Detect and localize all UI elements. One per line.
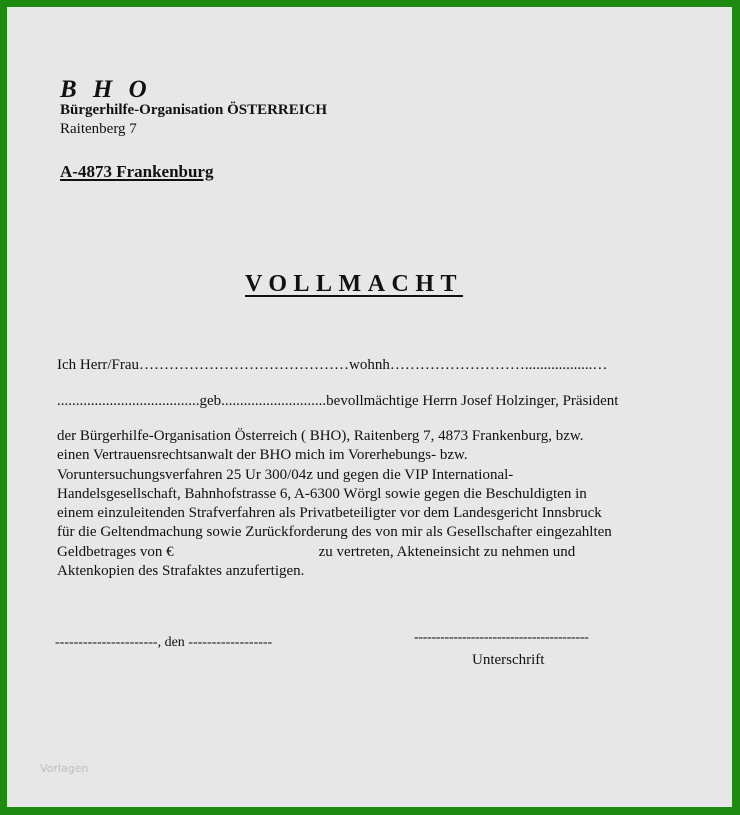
authorization-body bbox=[57, 427, 612, 581]
body-line: Aktenkopien des Strafaktes anzufertigen. bbox=[57, 563, 305, 580]
birth-line bbox=[57, 393, 618, 410]
birth-label: geb bbox=[199, 393, 222, 409]
name-address-line bbox=[57, 357, 607, 374]
amount-label: Geldbetrages von € bbox=[57, 543, 174, 560]
amount-continuation: zu vertreten, Akteneinsicht zu nehmen und bbox=[318, 543, 576, 560]
organization-name: Bürgerhilfe-Organisation ÖSTERREICH bbox=[60, 102, 328, 118]
amount-line bbox=[57, 543, 612, 562]
watermark: Vorlagen bbox=[40, 762, 89, 775]
organization-city: A-4873 Frankenburg bbox=[60, 162, 214, 181]
name-field[interactable]: …………………………………… bbox=[139, 357, 350, 373]
name-label: Ich Herr/Frau bbox=[57, 357, 140, 373]
signature-field[interactable]: ---------------------------------------- bbox=[414, 630, 589, 645]
body-line: der Bürgerhilfe-Organisation Österreich ( BHO), Raitenberg 7, 4873 Frankenburg, bzw. bbox=[57, 428, 584, 444]
signature-label: Unterschrift bbox=[472, 652, 545, 668]
organization-street: Raitenberg 7 bbox=[60, 121, 137, 137]
date-field[interactable]: ------------------ bbox=[188, 635, 273, 650]
body-line: Voruntersuchungsverfahren 25 Ur 300/04z und gegen die VIP International- bbox=[57, 466, 514, 483]
body-line: einem einzuleitenden Strafverfahren als Privatbeteiligter vor dem Landesgericht Innsbruck bbox=[57, 505, 602, 522]
address-label: wohnh bbox=[349, 357, 390, 373]
extra-field[interactable]: ...................................... bbox=[57, 393, 200, 409]
den-label: , den bbox=[157, 635, 185, 650]
document-title: VOLLMACHT bbox=[245, 271, 464, 297]
authorization-text: bevollmächtige Herrn Josef Holzinger, Präsident bbox=[326, 393, 619, 409]
address-field[interactable]: ………………………..................… bbox=[389, 357, 608, 373]
body-line: für die Geltendmachung sowie Zurückforderung des von mir als Gesellschafter eingezahlten bbox=[57, 524, 612, 541]
place-date-line bbox=[55, 635, 272, 651]
place-field[interactable]: ---------------------- bbox=[55, 635, 158, 650]
document-page bbox=[7, 7, 732, 807]
bho-logo: B H O bbox=[60, 76, 152, 103]
body-line: einen Vertrauensrechtsanwalt der BHO mich im Vorerhebungs- bzw. bbox=[57, 447, 468, 464]
body-line: Handelsgesellschaft, Bahnhofstrasse 6, A-6300 Wörgl sowie gegen die Beschuldigten in bbox=[57, 485, 587, 502]
birth-field[interactable]: ............................ bbox=[221, 393, 327, 409]
